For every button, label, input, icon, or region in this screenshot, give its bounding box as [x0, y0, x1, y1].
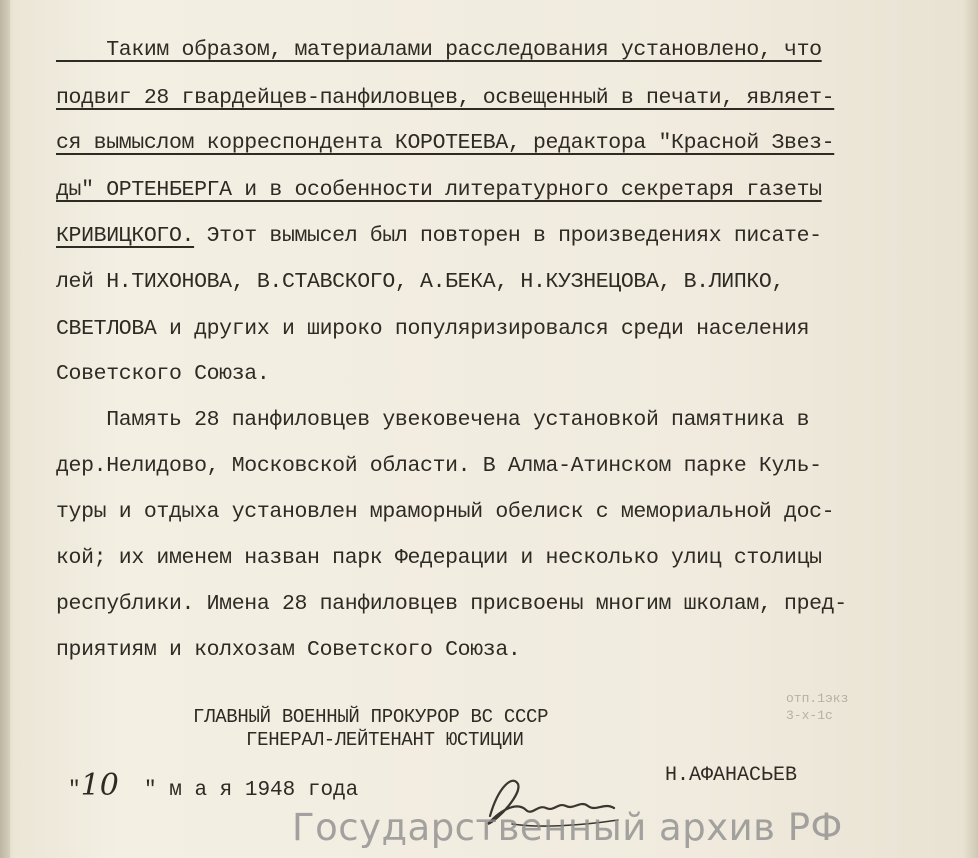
page-right-edge — [964, 0, 978, 858]
signer-name: Н.АФАНАСЬЕВ — [665, 764, 798, 787]
body-line-3: ся вымыслом корреспондента КОРОТЕЕВА, редактора "Красной Звез- — [56, 131, 835, 155]
body-line-14: приятиям и колхозам Советского Союза. — [56, 638, 521, 662]
body-line-12: кой; их именем назван парк Федерации и несколько улиц столицы — [56, 546, 822, 570]
date-month-year: м а я 1948 года — [169, 779, 359, 802]
body-line-6: лей Н.ТИХОНОВА, В.СТАВСКОГО, А.БЕКА, Н.КУЗНЕЦОВА, В.ЛИПКО, — [56, 270, 785, 294]
stamp-line-1: отп.1экз — [786, 691, 849, 706]
signer-title-line-1: ГЛАВНЫЙ ВОЕННЫЙ ПРОКУРОР ВС СССР — [193, 706, 549, 728]
body-line-9: Память 28 панфиловцев увековечена установкой памятника в — [56, 408, 810, 432]
page-left-edge — [0, 0, 10, 858]
underlined-name: КРИВИЦКОГО. — [56, 224, 195, 248]
body-line-5 — [56, 224, 822, 248]
body-line-7: СВЕТЛОВА и других и широко популяризировался среди населения — [56, 317, 810, 341]
date-close-quote: " — [144, 779, 157, 802]
faded-stamp — [786, 690, 856, 724]
stamp-line-2: 3-х-1с — [786, 708, 833, 723]
archive-watermark: Государственный архив РФ — [292, 806, 843, 849]
date-line — [68, 768, 358, 803]
body-line-8: Советского Союза. — [56, 362, 270, 386]
body-line-11: туры и отдыха установлен мраморный обелиск с мемориальной дос- — [56, 500, 835, 524]
body-line-4: ды" ОРТЕНБЕРГА и в особенности литературного секретаря газеты — [56, 178, 822, 202]
body-line-2: подвиг 28 гвардейцев-панфиловцев, освещенный в печати, являет- — [56, 86, 835, 110]
body-line-5-rest: Этот вымысел был повторен в произведениях писате- — [194, 224, 822, 248]
date-open-quote: " — [68, 779, 81, 802]
body-line-10: дер.Нелидово, Московской области. В Алма-Атинском парке Куль- — [56, 454, 822, 478]
signer-title-line-2: ГЕНЕРАЛ-ЛЕЙТЕНАНТ ЮСТИЦИИ — [246, 729, 524, 751]
date-day: 10 — [80, 768, 119, 803]
body-line-1: Таким образом, материалами расследования установлено, что — [56, 38, 822, 62]
body-line-13: республики. Имена 28 панфиловцев присвоены многим школам, пред- — [56, 592, 847, 616]
